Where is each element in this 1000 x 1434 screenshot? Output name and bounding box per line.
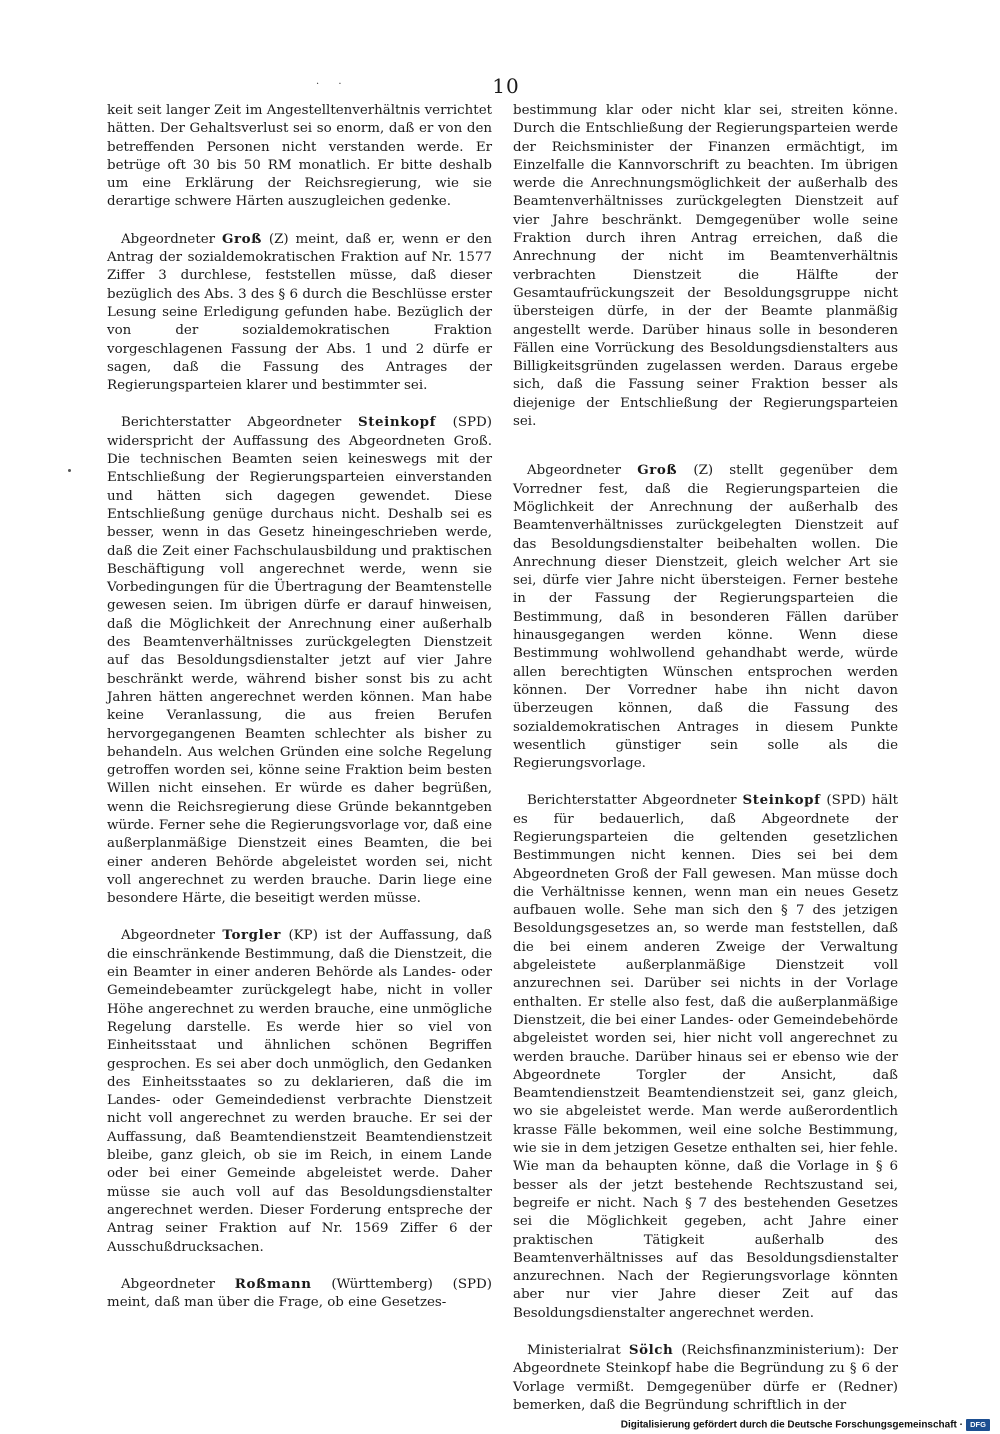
paragraph-rossmann bbox=[107, 1275, 492, 1313]
paragraph-torgler bbox=[107, 926, 492, 1256]
speaker-name: Sölch bbox=[628, 1342, 674, 1358]
speaker-name: Groß bbox=[221, 230, 262, 247]
paragraph-text: keit seit langer Zeit im Angestelltenverhältnis verrichtet hätten. Der Gehaltsverlust sei so enorm, daß er von den betreffenden Personen nicht verstanden werde. Er betrüge oft 30 bis 50 RM monatlich. Er bitte deshalb um eine Erklärung der Reichsregierung, wie sie derartige schwere Härten auszugleichen gedenke. bbox=[107, 103, 492, 210]
dfg-logo: DFG bbox=[966, 1419, 990, 1431]
paragraph-text: (SPD) widerspricht der Auffassung des Abgeordneten Groß. Die technischen Beamten seien keineswegs mit der Entschließung der Regierungsparteien einverstanden und hätten sich dagegen gewendet. Diese Entschließung genüge durchaus nicht. Deshalb sei es besser, wenn in das Gesetz hineingeschrieben werde, daß die Zeit einer Fachschulausbildung und praktischen Beschäftigung voll angerechnet werde, wenn sie Vorbedingungen für die Übertragung der Beamtenstelle gewesen seien. Im übrigen dürfe er darauf hinweisen, daß die Möglichkeit der Anrechnung einer außerhalb des Beamtenverhältnisses zurückgelegten Dienstzeit auf das Besoldungsdienstalter jetzt auf vier Jahre beschränkt werde, während bisher sonst bis zu acht Jahren hätten angerechnet werden können. Man habe keine Veranlassung, die aus freien Berufen hervorgegangenen Beamten schlechter als bisher zu behandeln. Aus welchen Gründen eine solche Regelung getroffen worden sei, könne seine Fraktion beim besten Willen nicht einsehen. Er würde es daher begrüßen, wenn die Reichsregierung diese Gründe bekanntgeben würde. Ferner sehe die Regierungsvorlage vor, daß eine außerplanmäßige Dienstzeit eines Beamten, die bei einer anderen Behörde abgeleistet worden sei, nicht voll angerechnet zu werden brauche. Darin liege eine besondere Härte, die beseitigt werden müsse. bbox=[107, 415, 492, 907]
speaker-prefix: Ministerialrat bbox=[527, 1343, 621, 1358]
margin-mark bbox=[68, 469, 71, 472]
paragraph-text: (Z) meint, daß er, wenn er den Antrag der sozialdemokratischen Fraktion auf Nr. 1577 Ziffer 3 durchlese, feststellen müsse, daß dieser bezüglich des Abs. 3 des § 6 durch die Beschlüsse erster Lesung seine Erledigung gefunden habe. Bezüglich der von der sozialdemokratischen Fraktion vorgeschlagenen Fassung der Abs. 1 und 2 dürfe er sagen, daß die Fassung des Antrages der Regierungsparteien klarer und bestimmter sei. bbox=[107, 231, 492, 394]
speaker-prefix: Berichterstatter Abgeordneter bbox=[121, 415, 342, 431]
paragraph-continuation bbox=[107, 102, 492, 212]
speaker-name: Roßmann bbox=[234, 1275, 312, 1292]
print-specks: · · bbox=[316, 79, 350, 90]
speaker-name: Groß bbox=[637, 462, 678, 479]
paragraph-text: bestimmung klar oder nicht klar sei, streiten könne. Durch die Entschließung der Regierungsparteien werde der Reichsminister der Finanzen ermächtigt, im Einzelfalle die Kannvorschrift zu beachten. Im übrigen werde die Anrechnungsmöglichkeit der außerhalb des Beamtenverhältnisses zurückgelegten Dienstzeit auf vier Jahre beschränkt. Demgegenüber wolle seine Fraktion durch ihren Antrag erreichen, daß die Anrechnung der nicht im Beamtenverhältnis verbrachten Dienstzeit die Hälfte der Gesamtaufrückungszeit der Besoldungsgruppe nicht übersteigen dürfe, in der der Beamte planmäßig angestellt werde. Darüber hinaus solle in besonderen Fällen eine Vorrückung des Besoldungsdienstalters aus Billigkeitsgründen zugelassen werden. Daraus ergebe sich, daß die Fassung seiner Fraktion besser als diejenige der Entschließung der Regierungsparteien sei. bbox=[513, 103, 898, 430]
paragraph-soelch bbox=[513, 1341, 898, 1415]
paragraph-gross-reply bbox=[513, 461, 898, 773]
right-column bbox=[513, 102, 898, 1415]
speaker-prefix: Abgeordneter bbox=[121, 928, 216, 944]
speaker-prefix: Abgeordneter bbox=[121, 231, 216, 247]
paragraph-text: (Reichsfinanzministerium): Der Abgeordnete Steinkopf habe die Begründung zu § 6 der Vorlage vermißt. Demgegenüber dürfe er (Redner) bemerken, daß die Begründung schriftlich in der bbox=[513, 1343, 899, 1413]
speaker-prefix: Abgeordneter bbox=[121, 1276, 216, 1292]
paragraph-gross bbox=[107, 230, 492, 396]
paragraph-text: (Z) stellt gegenüber dem Vorredner fest, daß die Regierungsparteien die Möglichkeit der Anrechnung der außerhalb des Beamtenverhältnisses zurückgelegten Dienstzeit auf das Besoldungsdienstalter beibehalten wollen. Die Anrechnung dieser Dienstzeit, gleich welcher Art sie sei, dürfe vier Jahre nicht übersteigen. Ferner bestehe in der Fassung der Regierungsparteien die Bestimmung, daß in besonderen Fällen darüber hinausgegangen werden könne. Wenn diese Bestimmung wohlwollend gehandhabt werde, würde allen berechtigten Wünschen entsprochen werden können. Der Vorredner habe ihn nicht davon überzeugen können, daß die Fassung des sozialdemokratischen Antrages in diesem Punkte wesentlich günstiger sein solle als die Regierungsvorlage. bbox=[513, 463, 898, 772]
digitization-footer bbox=[600, 1419, 990, 1432]
speaker-prefix: Berichterstatter Abgeordneter bbox=[527, 793, 737, 809]
paragraph-continuation bbox=[513, 102, 898, 431]
paragraph-steinkopf-reply bbox=[513, 791, 898, 1323]
left-column bbox=[107, 102, 492, 1312]
speaker-name: Torgler bbox=[222, 927, 282, 944]
paragraph-text: (SPD) hält es für bedauerlich, daß Abgeordnete der Regierungsparteien die geltenden gesetzlichen Bestimmungen nicht kennen. Dies sei bei dem Abgeordneten Groß der Fall gewesen. Man müsse doch die Verhältnisse kennen, wenn man ein neues Gesetz aufbauen wolle. Sehe man sich den § 7 des jetzigen Besoldungsgesetzes an, so werde man feststellen, daß die bei einem anderen Zweige der Verwaltung abgeleistete außerplanmäßige Dienstzeit voll anzurechnen sei. Darüber sei nichts in der Vorlage enthalten. Er stelle also fest, daß die außerplanmäßige Dienstzeit, die bei einer Landes- oder Gemeindebehörde abgeleistet worden sei, hier nicht voll angerechnet zu werden brauche. Darüber hinaus sei er ebenso wie der Abgeordnete Torgler der Ansicht, daß Beamtendienstzeit Beamtendienstzeit sei, ganz gleich, wo sie abgeleistet werde. Man werde außerordentlich krasse Fälle bekommen, weil eine solche Bestimmung, wie sie in dem jetzigen Gesetze enthalten sei, hier fehle. Wie man da behaupten könne, daß die Vorlage in § 6 besser als der jetzt bestehende Rechtszustand sei, begreife er nicht. Nach § 7 des bestehenden Gesetzes sei die Möglichkeit gegeben, acht Jahre einer praktischen Tätigkeit außerhalb des Beamtenverhältnisses auf das Besoldungsdienstalter anzurechnen. Nach der Regierungsvorlage könnten aber nur vier Jahre dieser Zeit auf das Besoldungsdienstalter angerechnet werden. bbox=[513, 793, 899, 1321]
speaker-name: Steinkopf bbox=[358, 414, 436, 431]
speaker-prefix: Abgeordneter bbox=[527, 463, 622, 479]
paragraph-steinkopf bbox=[107, 413, 492, 908]
speaker-name: Steinkopf bbox=[742, 792, 821, 809]
paragraph-text: (KP) ist der Auffassung, daß die einschränkende Bestimmung, daß die Dienstzeit, die ein Beamter in einer anderen Behörde als Landes- oder Gemeindebeamter zurückgelegt habe, nicht in voller Höhe angerechnet zu werden brauche, eine unmögliche Regelung darstelle. Es werde hier so viel von Einheitsstaat und ähnlichen schönen Begriffen gesprochen. Es sei aber doch unmöglich, den Gedanken des Einheitsstaates so zu deklarieren, daß die im Landes- oder Gemeindedienst verbrachte Dienstzeit nicht voll angerechnet zu werden brauche. Er sei der Auffassung, daß Beamtendienstzeit Beamtendienstzeit bleibe, ganz gleich, ob sie im Reich, in einem Lande oder bei einer Gemeinde abgeleistet werde. Daher müsse sie auch voll auf das Besoldungsdienstalter angerechnet werden. Dieser Forderung entspreche der Antrag seiner Fraktion auf Nr. 1569 Ziffer 6 der Ausschußdrucksachen. bbox=[107, 928, 492, 1255]
footer-text: Digitalisierung gefördert durch die Deutsche Forschungsgemeinschaft · bbox=[620, 1419, 963, 1431]
paragraph-text: (Württemberg) (SPD) meint, daß man über die Frage, ob eine Gesetzes- bbox=[107, 1276, 492, 1311]
page-number: 10 bbox=[492, 74, 520, 98]
